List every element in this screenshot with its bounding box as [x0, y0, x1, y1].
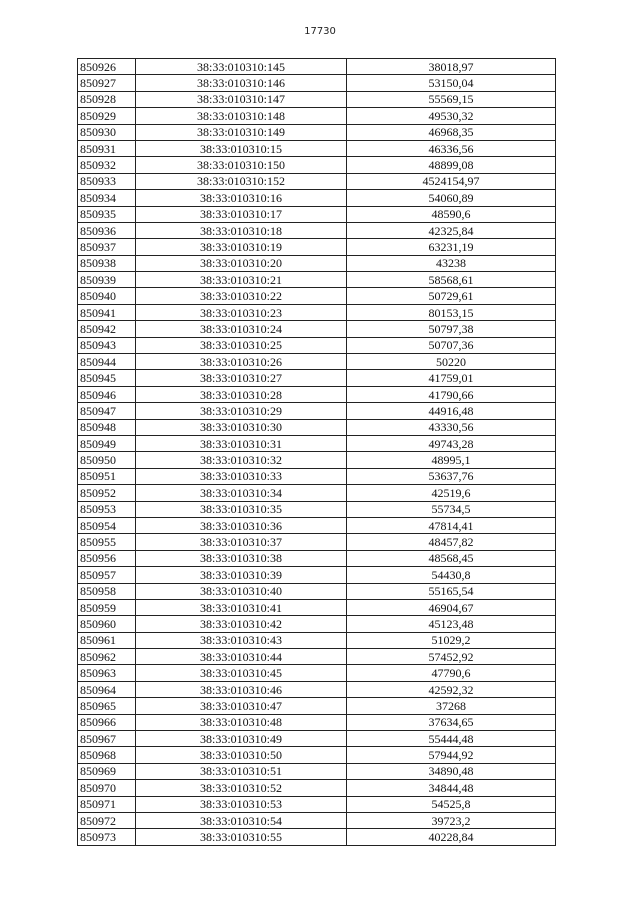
row-number-cell: 850970 — [78, 780, 136, 796]
table-row — [78, 829, 556, 845]
row-number-cell: 850941 — [78, 304, 136, 320]
row-number-cell: 850937 — [78, 239, 136, 255]
value-cell: 40228,84 — [347, 829, 556, 845]
cadastral-number-cell: 38:33:010310:38 — [136, 550, 347, 566]
cadastral-number-cell: 38:33:010310:145 — [136, 59, 347, 75]
value-cell: 46968,35 — [347, 124, 556, 140]
table-row — [78, 632, 556, 648]
value-cell: 42519,6 — [347, 485, 556, 501]
row-number-cell: 850938 — [78, 255, 136, 271]
table-row — [78, 255, 556, 271]
row-number-cell: 850959 — [78, 599, 136, 615]
row-number-cell: 850963 — [78, 665, 136, 681]
table-row — [78, 419, 556, 435]
cadastral-number-cell: 38:33:010310:30 — [136, 419, 347, 435]
table-row — [78, 354, 556, 370]
cadastral-number-cell: 38:33:010310:16 — [136, 190, 347, 206]
row-number-cell: 850953 — [78, 501, 136, 517]
row-number-cell: 850939 — [78, 272, 136, 288]
cadastral-number-cell: 38:33:010310:53 — [136, 796, 347, 812]
value-cell: 50220 — [347, 354, 556, 370]
value-cell: 42592,32 — [347, 681, 556, 697]
cadastral-number-cell: 38:33:010310:148 — [136, 108, 347, 124]
page-number: 17730 — [304, 26, 336, 37]
cadastral-number-cell: 38:33:010310:25 — [136, 337, 347, 353]
cadastral-number-cell: 38:33:010310:34 — [136, 485, 347, 501]
cadastral-number-cell: 38:33:010310:55 — [136, 829, 347, 845]
row-number-cell: 850927 — [78, 75, 136, 91]
cadastral-number-cell: 38:33:010310:27 — [136, 370, 347, 386]
value-cell: 41759,01 — [347, 370, 556, 386]
row-number-cell: 850957 — [78, 567, 136, 583]
table-row — [78, 665, 556, 681]
value-cell: 46336,56 — [347, 140, 556, 156]
table-body — [78, 59, 556, 846]
row-number-cell: 850944 — [78, 354, 136, 370]
table-row — [78, 485, 556, 501]
value-cell: 53150,04 — [347, 75, 556, 91]
value-cell: 48457,82 — [347, 534, 556, 550]
row-number-cell: 850960 — [78, 616, 136, 632]
table-row — [78, 108, 556, 124]
value-cell: 55165,54 — [347, 583, 556, 599]
table-row — [78, 550, 556, 566]
value-cell: 54525,8 — [347, 796, 556, 812]
value-cell: 45123,48 — [347, 616, 556, 632]
row-number-cell: 850933 — [78, 173, 136, 189]
row-number-cell: 850929 — [78, 108, 136, 124]
row-number-cell: 850934 — [78, 190, 136, 206]
row-number-cell: 850973 — [78, 829, 136, 845]
table-row — [78, 337, 556, 353]
value-cell: 48568,45 — [347, 550, 556, 566]
table-row — [78, 272, 556, 288]
row-number-cell: 850968 — [78, 747, 136, 763]
value-cell: 50729,61 — [347, 288, 556, 304]
value-cell: 42325,84 — [347, 222, 556, 238]
cadastral-number-cell: 38:33:010310:19 — [136, 239, 347, 255]
cadastral-number-cell: 38:33:010310:51 — [136, 763, 347, 779]
table-row — [78, 403, 556, 419]
row-number-cell: 850972 — [78, 812, 136, 828]
value-cell: 58568,61 — [347, 272, 556, 288]
cadastral-number-cell: 38:33:010310:41 — [136, 599, 347, 615]
table-row — [78, 435, 556, 451]
value-cell: 55734,5 — [347, 501, 556, 517]
cadastral-number-cell: 38:33:010310:43 — [136, 632, 347, 648]
value-cell: 47814,41 — [347, 517, 556, 533]
cadastral-number-cell: 38:33:010310:50 — [136, 747, 347, 763]
table-row — [78, 714, 556, 730]
table-row — [78, 747, 556, 763]
row-number-cell: 850946 — [78, 386, 136, 402]
table-row — [78, 157, 556, 173]
cadastral-number-cell: 38:33:010310:146 — [136, 75, 347, 91]
row-number-cell: 850950 — [78, 452, 136, 468]
row-number-cell: 850955 — [78, 534, 136, 550]
cadastral-number-cell: 38:33:010310:18 — [136, 222, 347, 238]
row-number-cell: 850930 — [78, 124, 136, 140]
row-number-cell: 850952 — [78, 485, 136, 501]
value-cell: 37268 — [347, 698, 556, 714]
cadastral-value-table — [77, 58, 556, 846]
table-row — [78, 91, 556, 107]
cadastral-number-cell: 38:33:010310:44 — [136, 649, 347, 665]
value-cell: 48995,1 — [347, 452, 556, 468]
value-cell: 55444,48 — [347, 731, 556, 747]
value-cell: 37634,65 — [347, 714, 556, 730]
value-cell: 39723,2 — [347, 812, 556, 828]
cadastral-number-cell: 38:33:010310:23 — [136, 304, 347, 320]
row-number-cell: 850943 — [78, 337, 136, 353]
cadastral-number-cell: 38:33:010310:147 — [136, 91, 347, 107]
cadastral-number-cell: 38:33:010310:45 — [136, 665, 347, 681]
cadastral-number-cell: 38:33:010310:29 — [136, 403, 347, 419]
value-cell: 50797,38 — [347, 321, 556, 337]
table-row — [78, 599, 556, 615]
table-row — [78, 190, 556, 206]
cadastral-number-cell: 38:33:010310:52 — [136, 780, 347, 796]
cadastral-number-cell: 38:33:010310:37 — [136, 534, 347, 550]
table-row — [78, 501, 556, 517]
table-row — [78, 304, 556, 320]
value-cell: 51029,2 — [347, 632, 556, 648]
value-cell: 50707,36 — [347, 337, 556, 353]
table-row — [78, 616, 556, 632]
table-row — [78, 239, 556, 255]
row-number-cell: 850954 — [78, 517, 136, 533]
row-number-cell: 850926 — [78, 59, 136, 75]
row-number-cell: 850935 — [78, 206, 136, 222]
cadastral-number-cell: 38:33:010310:31 — [136, 435, 347, 451]
row-number-cell: 850940 — [78, 288, 136, 304]
table-row — [78, 812, 556, 828]
cadastral-number-cell: 38:33:010310:15 — [136, 140, 347, 156]
table-row — [78, 59, 556, 75]
cadastral-number-cell: 38:33:010310:20 — [136, 255, 347, 271]
table-row — [78, 649, 556, 665]
cadastral-number-cell: 38:33:010310:28 — [136, 386, 347, 402]
row-number-cell: 850964 — [78, 681, 136, 697]
row-number-cell: 850928 — [78, 91, 136, 107]
table-row — [78, 780, 556, 796]
table-row — [78, 468, 556, 484]
cadastral-number-cell: 38:33:010310:54 — [136, 812, 347, 828]
row-number-cell: 850971 — [78, 796, 136, 812]
cadastral-number-cell: 38:33:010310:22 — [136, 288, 347, 304]
table-row — [78, 173, 556, 189]
cadastral-number-cell: 38:33:010310:149 — [136, 124, 347, 140]
table-row — [78, 567, 556, 583]
cadastral-number-cell: 38:33:010310:40 — [136, 583, 347, 599]
value-cell: 57452,92 — [347, 649, 556, 665]
value-cell: 48899,08 — [347, 157, 556, 173]
row-number-cell: 850967 — [78, 731, 136, 747]
table-row — [78, 222, 556, 238]
value-cell: 41790,66 — [347, 386, 556, 402]
row-number-cell: 850969 — [78, 763, 136, 779]
row-number-cell: 850948 — [78, 419, 136, 435]
table-row — [78, 386, 556, 402]
table-row — [78, 534, 556, 550]
cadastral-number-cell: 38:33:010310:48 — [136, 714, 347, 730]
value-cell: 44916,48 — [347, 403, 556, 419]
table-row — [78, 75, 556, 91]
row-number-cell: 850949 — [78, 435, 136, 451]
table-row — [78, 517, 556, 533]
table-row — [78, 140, 556, 156]
table-row — [78, 583, 556, 599]
row-number-cell: 850951 — [78, 468, 136, 484]
value-cell: 43330,56 — [347, 419, 556, 435]
table-row — [78, 681, 556, 697]
row-number-cell: 850945 — [78, 370, 136, 386]
value-cell: 38018,97 — [347, 59, 556, 75]
value-cell: 57944,92 — [347, 747, 556, 763]
cadastral-number-cell: 38:33:010310:35 — [136, 501, 347, 517]
value-cell: 34844,48 — [347, 780, 556, 796]
table-row — [78, 763, 556, 779]
table-row — [78, 370, 556, 386]
table-row — [78, 698, 556, 714]
table-row — [78, 288, 556, 304]
row-number-cell: 850965 — [78, 698, 136, 714]
value-cell: 49530,32 — [347, 108, 556, 124]
value-cell: 63231,19 — [347, 239, 556, 255]
value-cell: 49743,28 — [347, 435, 556, 451]
value-cell: 53637,76 — [347, 468, 556, 484]
row-number-cell: 850966 — [78, 714, 136, 730]
row-number-cell: 850961 — [78, 632, 136, 648]
table-row — [78, 731, 556, 747]
row-number-cell: 850942 — [78, 321, 136, 337]
cadastral-number-cell: 38:33:010310:42 — [136, 616, 347, 632]
cadastral-number-cell: 38:33:010310:36 — [136, 517, 347, 533]
row-number-cell: 850956 — [78, 550, 136, 566]
row-number-cell: 850947 — [78, 403, 136, 419]
value-cell: 43238 — [347, 255, 556, 271]
value-cell: 80153,15 — [347, 304, 556, 320]
value-cell: 54060,89 — [347, 190, 556, 206]
cadastral-number-cell: 38:33:010310:39 — [136, 567, 347, 583]
cadastral-number-cell: 38:33:010310:150 — [136, 157, 347, 173]
value-cell: 47790,6 — [347, 665, 556, 681]
cadastral-number-cell: 38:33:010310:24 — [136, 321, 347, 337]
table-row — [78, 321, 556, 337]
value-cell: 4524154,97 — [347, 173, 556, 189]
cadastral-number-cell: 38:33:010310:21 — [136, 272, 347, 288]
table-row — [78, 452, 556, 468]
row-number-cell: 850958 — [78, 583, 136, 599]
row-number-cell: 850932 — [78, 157, 136, 173]
table-row — [78, 796, 556, 812]
row-number-cell: 850962 — [78, 649, 136, 665]
value-cell: 46904,67 — [347, 599, 556, 615]
table-row — [78, 206, 556, 222]
cadastral-number-cell: 38:33:010310:47 — [136, 698, 347, 714]
cadastral-number-cell: 38:33:010310:33 — [136, 468, 347, 484]
row-number-cell: 850931 — [78, 140, 136, 156]
cadastral-number-cell: 38:33:010310:17 — [136, 206, 347, 222]
cadastral-number-cell: 38:33:010310:26 — [136, 354, 347, 370]
cadastral-number-cell: 38:33:010310:46 — [136, 681, 347, 697]
table-row — [78, 124, 556, 140]
row-number-cell: 850936 — [78, 222, 136, 238]
value-cell: 34890,48 — [347, 763, 556, 779]
value-cell: 48590,6 — [347, 206, 556, 222]
value-cell: 55569,15 — [347, 91, 556, 107]
value-cell: 54430,8 — [347, 567, 556, 583]
cadastral-number-cell: 38:33:010310:152 — [136, 173, 347, 189]
cadastral-number-cell: 38:33:010310:32 — [136, 452, 347, 468]
cadastral-number-cell: 38:33:010310:49 — [136, 731, 347, 747]
